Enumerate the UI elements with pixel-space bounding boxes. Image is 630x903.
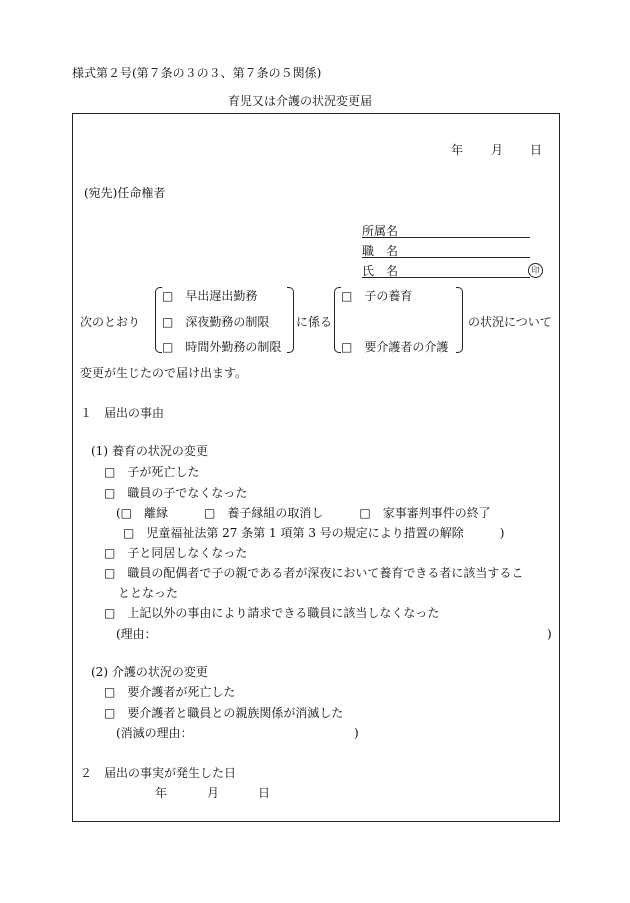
checkbox-not-living[interactable]: □ 子と同居しなくなった xyxy=(104,546,248,560)
kinship-reason-close: ) xyxy=(354,726,359,740)
position-label: 職 名 xyxy=(362,244,399,258)
form-number: 様式第２号(第７条の３の３、第７条の５関係) xyxy=(72,66,322,80)
section2-heading: ２ 届出の事実が発生した日 xyxy=(80,766,237,780)
occur-day-label: 日 xyxy=(258,786,271,800)
checkbox-child-death[interactable]: □ 子が死亡した xyxy=(104,465,200,479)
checkbox-other-reason[interactable]: □ 上記以外の事由により請求できる職員に該当しなくなった xyxy=(104,606,440,620)
affiliation-label: 所属名 xyxy=(362,224,399,238)
date-day-label: 日 xyxy=(530,143,543,157)
name-field[interactable] xyxy=(362,277,530,278)
seal-mark: 印 xyxy=(528,263,543,278)
sub-options-row1[interactable]: (□ 離縁 □ 養子縁組の取消し □ 家事審判事件の終了 xyxy=(116,506,491,520)
reason-close: ) xyxy=(547,627,552,641)
option-childcare[interactable]: □ 子の養育 xyxy=(341,289,413,303)
care-heading: (2) 介護の状況の変更 xyxy=(91,665,208,679)
occur-year-label: 年 xyxy=(155,786,168,800)
option-nursing-care[interactable]: □ 要介護者の介護 xyxy=(341,340,449,354)
left-bracket-open xyxy=(155,287,162,353)
option-early-late[interactable]: □ 早出遅出勤務 xyxy=(162,289,258,303)
checkbox-spouse-cont: ととなった xyxy=(118,586,179,600)
relates-to: に係る xyxy=(296,315,333,329)
checkbox-kinship-ended[interactable]: □ 要介護者と職員との親族関係が消滅した xyxy=(104,706,344,720)
childcare-heading: (1) 養育の状況の変更 xyxy=(91,444,208,458)
affiliation-field[interactable] xyxy=(362,237,530,238)
right-bracket-open xyxy=(334,287,341,353)
checkbox-not-child[interactable]: □ 職員の子でなくなった xyxy=(104,486,248,500)
option-night-limit[interactable]: □ 深夜勤務の制限 xyxy=(162,315,270,329)
date-month-label: 月 xyxy=(491,143,504,157)
intro-line2: 変更が生じたので届け出ます。 xyxy=(80,366,248,380)
sub-options-row2[interactable]: □ 児童福祉法第 27 条第 1 項第 3 号の規定により措置の解除 ) xyxy=(123,526,505,540)
addressee: (宛先)任命権者 xyxy=(84,186,166,200)
checkbox-care-death[interactable]: □ 要介護者が死亡した xyxy=(104,685,236,699)
kinship-reason-label: (消滅の理由： xyxy=(116,726,193,740)
section1-heading: １ 届出の事由 xyxy=(80,406,165,420)
left-bracket-close xyxy=(287,287,294,353)
date-year-label: 年 xyxy=(451,143,464,157)
position-field[interactable] xyxy=(362,257,530,258)
right-bracket-close xyxy=(456,287,463,353)
intro-prefix: 次のとおり xyxy=(80,315,141,329)
status-suffix: の状況について xyxy=(468,315,552,329)
reason-label: (理由： xyxy=(116,627,157,641)
checkbox-spouse[interactable]: □ 職員の配偶者で子の親である者が深夜において養育できる者に該当するこ xyxy=(104,566,524,580)
name-label: 氏 名 xyxy=(362,264,399,278)
occur-month-label: 月 xyxy=(207,786,220,800)
form-title: 育児又は介護の状況変更届 xyxy=(228,94,373,108)
option-overtime-limit[interactable]: □ 時間外勤務の制限 xyxy=(162,340,282,354)
